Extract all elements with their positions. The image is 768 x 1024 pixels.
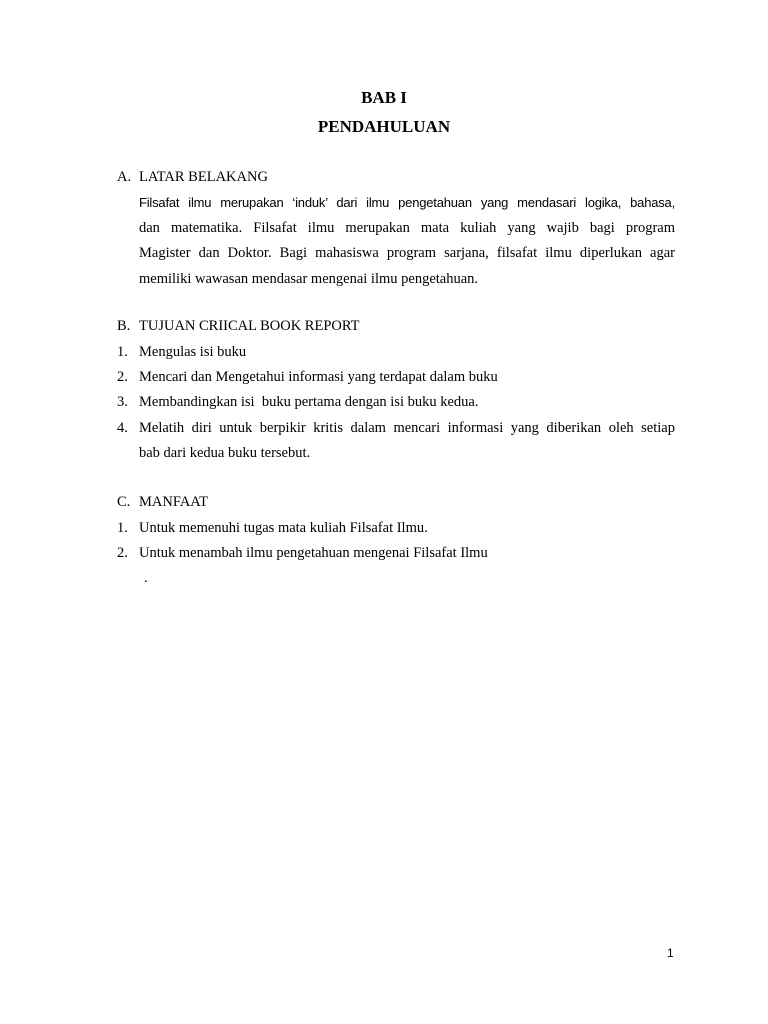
- list-item: Untuk memenuhi tugas mata kuliah Filsafat Ilmu.: [139, 520, 428, 536]
- list-item-number: 3.: [117, 394, 128, 410]
- section-heading: LATAR BELAKANG: [139, 169, 268, 185]
- paragraph-line: dan matematika. Filsafat ilmu merupakan mata kuliah yang wajib bagi program: [139, 220, 675, 236]
- list-item-continuation: bab dari kedua buku tersebut.: [139, 445, 311, 461]
- page-number: 1: [667, 946, 674, 960]
- list-item: Mengulas isi buku: [139, 344, 247, 360]
- section-marker: A.: [117, 169, 132, 185]
- section-marker: C.: [117, 494, 131, 510]
- trailing-dot: .: [144, 570, 148, 586]
- chapter-title: PENDAHULUAN: [317, 117, 451, 136]
- list-item-number: 1.: [117, 520, 128, 536]
- chapter-number: BAB I: [361, 88, 407, 107]
- list-item-number: 2.: [117, 545, 128, 561]
- list-item: Membandingkan isi buku pertama dengan isi buku kedua.: [139, 394, 479, 410]
- list-item-number: 4.: [117, 420, 128, 436]
- list-item-number: 1.: [117, 344, 128, 360]
- section-heading: TUJUAN CRIICAL BOOK REPORT: [139, 318, 360, 334]
- paragraph-line: Magister dan Doktor. Bagi mahasiswa program sarjana, filsafat ilmu diperlukan agar: [139, 245, 675, 261]
- paragraph-line: memiliki wawasan mendasar mengenai ilmu pengetahuan.: [139, 271, 479, 287]
- list-item: Melatih diri untuk berpikir kritis dalam mencari informasi yang diberikan oleh setiap: [139, 420, 675, 436]
- list-item: Untuk menambah ilmu pengetahuan mengenai Filsafat Ilmu: [139, 545, 488, 561]
- paragraph-line: Filsafat ilmu merupakan ‘induk’ dari ilmu pengetahuan yang mendasari logika, bahasa,: [139, 195, 675, 210]
- list-item-number: 2.: [117, 369, 128, 385]
- section-marker: B.: [117, 318, 131, 334]
- list-item: Mencari dan Mengetahui informasi yang terdapat dalam buku: [139, 369, 498, 385]
- section-heading: MANFAAT: [139, 494, 209, 510]
